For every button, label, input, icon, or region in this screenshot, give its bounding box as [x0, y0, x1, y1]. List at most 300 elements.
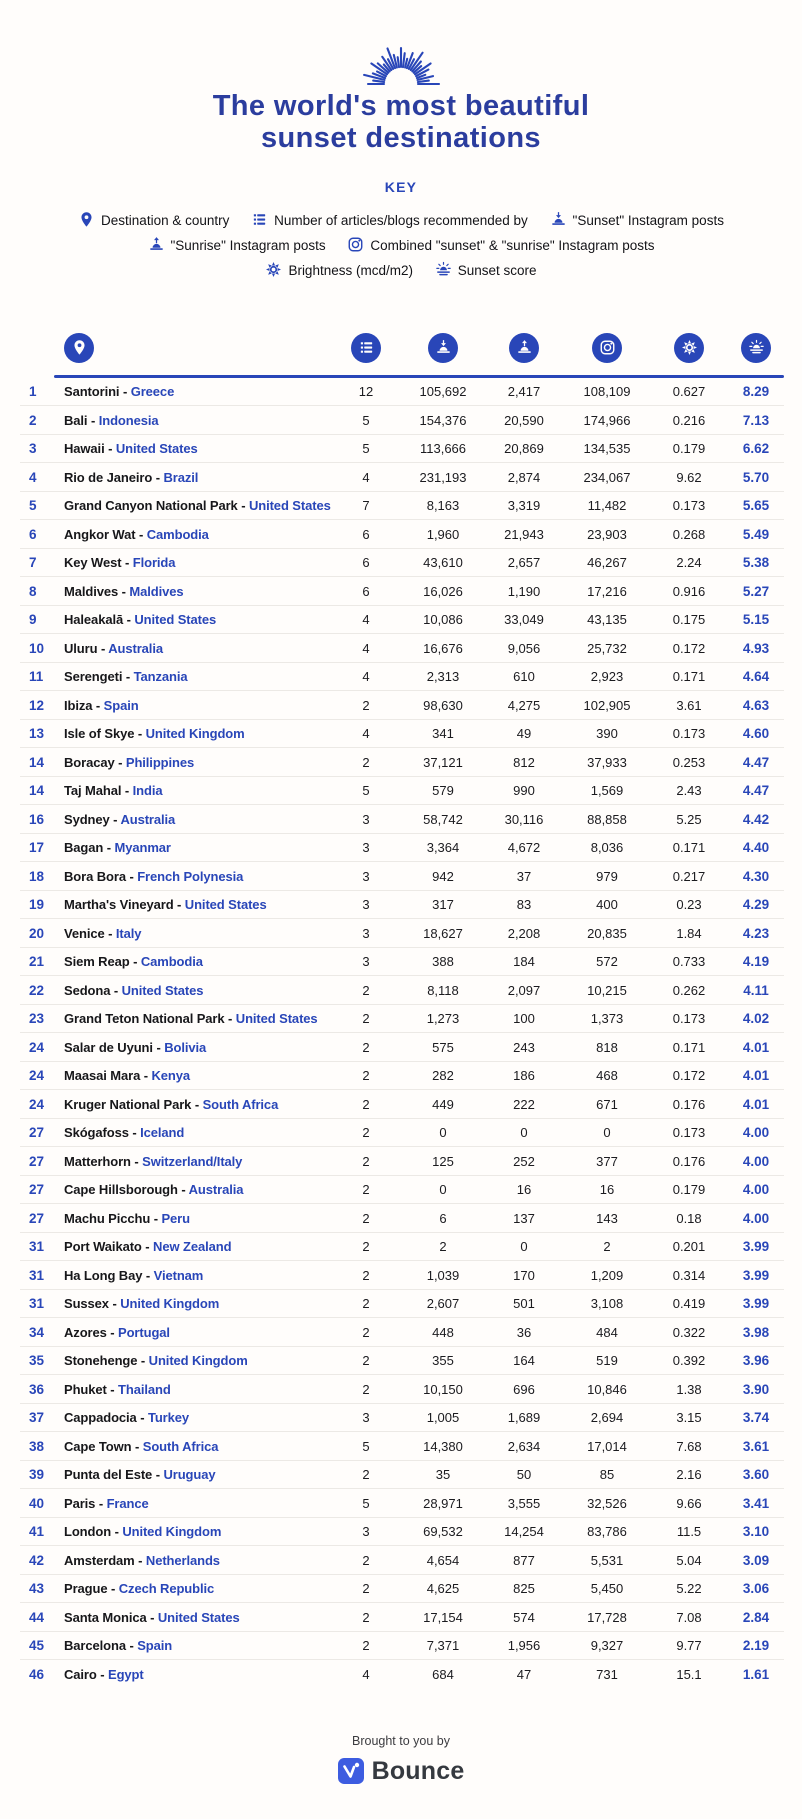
articles-cell: 5 — [362, 412, 370, 428]
destination-cell — [64, 584, 330, 599]
name-country-separator: - — [143, 1068, 148, 1084]
sunset-score-cell: 4.01 — [742, 1039, 770, 1055]
rank-cell: 45 — [29, 1638, 45, 1654]
combined-posts-cell: 174,966 — [583, 412, 631, 428]
destination-country: Maldives — [129, 583, 184, 599]
table-row — [20, 976, 784, 1005]
destination-name: Cappadocia — [64, 1410, 137, 1426]
sunset-posts-column-header — [402, 333, 484, 363]
combined-posts-cell: 377 — [596, 1153, 618, 1169]
articles-cell: 2 — [362, 1353, 370, 1369]
destination-country: Cambodia — [140, 954, 203, 970]
sunset-posts-cell: 1,960 — [426, 526, 460, 542]
rank-cell: 16 — [29, 811, 45, 827]
sunrise-posts-cell: 2,657 — [507, 555, 541, 571]
sunset-posts-icon — [550, 211, 567, 228]
destination-country: Australia — [120, 811, 176, 827]
sunset-posts-cell: 575 — [432, 1039, 454, 1055]
combined-posts-cell: 1,569 — [590, 783, 624, 799]
key-line-3 — [0, 258, 802, 283]
articles-cell: 5 — [362, 441, 370, 457]
table-row — [20, 1090, 784, 1119]
destination-name: Paris — [64, 1495, 96, 1511]
sunrise-posts-cell: 1,689 — [507, 1410, 541, 1426]
sunset-posts-cell: 282 — [432, 1068, 454, 1084]
name-country-separator: - — [126, 612, 131, 628]
sunset-posts-cell: 2,313 — [426, 669, 460, 685]
sunset-score-cell: 3.96 — [742, 1353, 770, 1369]
sunset-posts-cell: 0 — [439, 1182, 447, 1198]
destination-cell — [64, 926, 330, 941]
articles-cell: 2 — [362, 1210, 370, 1226]
sunrise-posts-cell: 243 — [513, 1039, 535, 1055]
sunset-score-cell: 4.00 — [742, 1182, 770, 1198]
sunset-score-cell: 4.60 — [742, 726, 770, 742]
name-country-separator: - — [177, 897, 182, 913]
name-country-separator: - — [156, 1039, 161, 1055]
destination-country: United States — [121, 982, 204, 998]
articles-cell: 2 — [362, 1096, 370, 1112]
destination-name: Taj Mahal — [64, 783, 122, 799]
brightness-icon — [265, 261, 282, 278]
sunset-posts-cell: 1,039 — [426, 1267, 460, 1283]
sunrise-posts-cell: 100 — [513, 1011, 535, 1027]
destination-cell — [64, 1610, 330, 1625]
rank-cell: 14 — [29, 754, 45, 770]
destination-name: Stonehenge — [64, 1353, 138, 1369]
name-country-separator: - — [95, 697, 101, 713]
name-country-separator: - — [108, 441, 113, 457]
sunset-posts-cell: 69,532 — [423, 1524, 463, 1540]
destination-cell — [64, 1524, 330, 1539]
sunburst-logo — [339, 24, 463, 86]
destination-country: Czech Republic — [118, 1581, 215, 1597]
sunset-posts-cell: 35 — [435, 1467, 451, 1483]
name-country-separator: - — [108, 925, 113, 941]
sunset-score-cell: 3.99 — [742, 1239, 770, 1255]
sunset-posts-cell: 43,610 — [423, 555, 463, 571]
articles-cell: 7 — [362, 498, 370, 514]
brightness-cell: 0.171 — [672, 840, 706, 856]
sunset-score-cell: 2.84 — [742, 1609, 770, 1625]
combined-posts-cell: 20,835 — [587, 925, 627, 941]
footer-tagline: Brought to you by — [352, 1733, 450, 1748]
name-country-separator: - — [140, 1410, 145, 1426]
destination-cell — [64, 1581, 330, 1596]
sunset-score-cell: 4.42 — [742, 811, 770, 827]
combined-posts-cell: 10,846 — [587, 1381, 627, 1397]
destination-name: Barcelona — [64, 1638, 126, 1654]
destination-cell — [64, 555, 330, 570]
rank-cell: 3 — [29, 441, 37, 457]
sunset-posts-cell: 449 — [432, 1096, 454, 1112]
destination-name: Haleakalā — [64, 612, 124, 628]
destination-name: Martha's Vineyard — [64, 897, 174, 913]
table-row — [20, 1119, 784, 1148]
sunset-score-cell: 4.63 — [742, 697, 770, 713]
destination-country: India — [132, 783, 163, 799]
destination-name: Grand Teton National Park — [64, 1011, 225, 1027]
brightness-cell: 9.77 — [676, 1638, 702, 1654]
brightness-cell: 0.173 — [672, 498, 706, 514]
articles-cell: 3 — [362, 1410, 370, 1426]
sunrise-posts-cell: 184 — [513, 954, 535, 970]
destination-name: Maldives — [64, 583, 119, 599]
rank-cell: 40 — [29, 1495, 45, 1511]
rank-cell: 39 — [29, 1467, 45, 1483]
brightness-cell: 5.22 — [676, 1581, 702, 1597]
destination-name: Siem Reap — [64, 954, 130, 970]
brightness-cell: 0.217 — [672, 868, 706, 884]
destination-name: Cairo — [64, 1666, 97, 1682]
sunrise-posts-icon — [516, 339, 533, 356]
sunrise-posts-cell: 21,943 — [504, 526, 544, 542]
rank-cell: 36 — [29, 1381, 45, 1397]
articles-cell: 2 — [362, 1068, 370, 1084]
name-country-separator: - — [241, 498, 246, 514]
sunrise-posts-cell: 990 — [513, 783, 535, 799]
destination-cell — [64, 1325, 330, 1340]
combined-posts-cell: 1,373 — [590, 1011, 624, 1027]
combined-posts-cell: 3,108 — [590, 1296, 624, 1312]
destination-cell — [64, 1439, 330, 1454]
rank-cell: 38 — [29, 1438, 45, 1454]
articles-cell: 5 — [362, 1495, 370, 1511]
destination-country: French Polynesia — [137, 868, 244, 884]
name-country-separator: - — [110, 1381, 115, 1397]
rank-cell: 27 — [29, 1125, 45, 1141]
sunrise-posts-column-header — [484, 333, 564, 363]
articles-cell: 3 — [362, 954, 370, 970]
combined-posts-cell: 17,216 — [587, 583, 627, 599]
sunrise-posts-cell: 252 — [513, 1153, 535, 1169]
rank-cell: 46 — [29, 1666, 45, 1682]
sunset-posts-cell: 105,692 — [419, 384, 467, 400]
destination-country: United Kingdom — [120, 1296, 220, 1312]
sunrise-posts-cell: 4,275 — [507, 697, 541, 713]
combined-posts-cell: 2,694 — [590, 1410, 624, 1426]
name-country-separator: - — [135, 1438, 140, 1454]
sunrise-posts-cell: 30,116 — [504, 811, 544, 827]
destination-name: Port Waikato — [64, 1239, 142, 1255]
sunset-posts-cell: 8,163 — [426, 498, 460, 514]
brightness-cell: 1.84 — [676, 925, 702, 941]
key-line-1 — [0, 208, 802, 233]
key-line-2 — [0, 233, 802, 258]
articles-cell: 6 — [362, 526, 370, 542]
table-row — [20, 492, 784, 521]
name-country-separator: - — [137, 726, 143, 742]
sunset-score-cell: 3.06 — [742, 1581, 770, 1597]
sunset-score-cell: 4.93 — [742, 640, 770, 656]
destination-country: South Africa — [142, 1438, 219, 1454]
rank-cell: 42 — [29, 1552, 45, 1568]
brightness-cell: 7.68 — [676, 1438, 702, 1454]
destination-cell — [64, 1239, 330, 1254]
brightness-cell: 0.314 — [672, 1267, 706, 1283]
sunset-score-cell: 3.90 — [742, 1381, 770, 1397]
destination-name: Matterhorn — [64, 1153, 131, 1169]
sunset-score-cell: 4.00 — [742, 1125, 770, 1141]
sunrise-posts-cell: 0 — [520, 1125, 528, 1141]
sunset-score-cell: 3.41 — [742, 1495, 770, 1511]
table-row — [20, 1290, 784, 1319]
sunset-score-cell: 4.29 — [742, 897, 770, 913]
brightness-cell: 0.172 — [672, 640, 706, 656]
sunrise-posts-cell: 825 — [513, 1581, 535, 1597]
sunset-posts-cell: 579 — [432, 783, 454, 799]
brightness-cell: 5.04 — [676, 1552, 702, 1568]
sunrise-posts-cell: 3,555 — [507, 1495, 541, 1511]
sunset-posts-cell: 2,607 — [426, 1296, 460, 1312]
destination-country: United States — [184, 897, 267, 913]
destination-cell — [64, 441, 330, 456]
brightness-cell: 0.268 — [672, 526, 706, 542]
destination-name: Azores — [64, 1324, 107, 1340]
combined-posts-cell: 25,732 — [587, 640, 627, 656]
rank-cell: 35 — [29, 1353, 45, 1369]
rank-cell: 21 — [29, 954, 45, 970]
table-row — [20, 1461, 784, 1490]
brightness-cell: 0.179 — [672, 441, 706, 457]
name-country-separator: - — [145, 1239, 150, 1255]
brightness-cell: 2.43 — [676, 783, 702, 799]
destination-country: United States — [134, 612, 217, 628]
combined-posts-cell: 16 — [599, 1182, 615, 1198]
brightness-cell: 0.171 — [672, 1039, 706, 1055]
brightness-cell: 0.23 — [676, 897, 702, 913]
destination-country: Cambodia — [146, 526, 209, 542]
title-line2: sunset destinations — [261, 122, 541, 155]
brightness-cell: 0.262 — [672, 982, 706, 998]
destination-name: Cape Hillsborough — [64, 1182, 178, 1198]
table-row — [20, 1204, 784, 1233]
combined-posts-cell: 17,728 — [587, 1609, 627, 1625]
key-item-combined-posts — [347, 238, 654, 253]
key-item-label: Number of articles/blogs recommended by — [274, 212, 528, 228]
sunset-posts-cell: 18,627 — [423, 925, 463, 941]
sunset-score-cell: 4.11 — [743, 982, 769, 998]
sunrise-posts-cell: 1,190 — [507, 583, 541, 599]
table-row — [20, 1005, 784, 1034]
sunset-score-cell: 4.64 — [742, 669, 770, 685]
sunset-score-column-header — [728, 333, 784, 363]
combined-posts-cell: 108,109 — [583, 384, 631, 400]
brightness-cell: 0.253 — [672, 754, 706, 770]
combined-posts-cell: 468 — [596, 1068, 618, 1084]
combined-posts-cell: 400 — [596, 897, 618, 913]
sunrise-posts-cell: 0 — [520, 1239, 528, 1255]
name-country-separator: - — [153, 1210, 158, 1226]
name-country-separator: - — [133, 954, 138, 970]
destination-cell — [64, 1353, 330, 1368]
combined-posts-cell: 2,923 — [590, 669, 624, 685]
sunset-posts-cell: 231,193 — [419, 469, 467, 485]
table-row — [20, 1033, 784, 1062]
articles-cell: 3 — [362, 897, 370, 913]
name-country-separator: - — [112, 1296, 117, 1312]
name-country-separator: - — [111, 1581, 116, 1597]
destination-cell — [64, 1553, 330, 1568]
destination-cell — [64, 755, 330, 770]
brightness-cell: 3.61 — [676, 697, 702, 713]
destination-name: Kruger National Park — [64, 1096, 192, 1112]
rank-cell: 1 — [29, 384, 37, 400]
sunrise-posts-cell: 4,672 — [507, 840, 541, 856]
sunrise-posts-cell: 1,956 — [507, 1638, 541, 1654]
destination-country: Australia — [108, 640, 163, 656]
table-row — [20, 919, 784, 948]
combined-posts-cell: 572 — [596, 954, 618, 970]
destination-cell — [64, 783, 330, 798]
rank-cell: 4 — [29, 469, 37, 485]
sunset-posts-cell: 388 — [432, 954, 454, 970]
sunset-posts-cell: 8,118 — [427, 982, 459, 998]
sunset-posts-cell: 6 — [439, 1210, 447, 1226]
key-item-label: Destination & country — [101, 212, 230, 228]
sunrise-posts-cell: 14,254 — [504, 1524, 544, 1540]
sunset-posts-cell: 1,005 — [426, 1410, 460, 1426]
brightness-cell: 0.419 — [672, 1296, 706, 1312]
articles-column-header — [330, 333, 402, 363]
sunrise-posts-cell: 20,869 — [504, 441, 544, 457]
rank-cell: 43 — [29, 1581, 45, 1597]
sunset-posts-cell: 355 — [432, 1353, 454, 1369]
destination-country: Uruguay — [163, 1467, 216, 1483]
destination-country: Peru — [161, 1210, 190, 1226]
destination-cell — [64, 897, 330, 912]
name-country-separator: - — [122, 384, 128, 400]
articles-cell: 2 — [362, 1153, 370, 1169]
brightness-cell: 0.322 — [672, 1324, 706, 1340]
destination-cell — [64, 612, 330, 627]
destination-cell — [64, 1667, 330, 1682]
destination-cell — [64, 527, 330, 542]
masthead — [0, 0, 802, 155]
brightness-cell: 0.176 — [672, 1153, 706, 1169]
sunset-score-cell: 8.29 — [742, 384, 770, 400]
instagram-icon — [599, 339, 616, 356]
brightness-cell: 0.216 — [672, 412, 706, 428]
sunset-posts-icon — [435, 339, 452, 356]
rankings-table — [0, 333, 802, 1688]
destination-name: Hawaii — [64, 441, 105, 457]
name-country-separator: - — [140, 1353, 146, 1369]
brightness-cell: 0.173 — [672, 1011, 706, 1027]
table-row — [20, 748, 784, 777]
destination-cell — [64, 1467, 330, 1482]
pin-icon — [71, 339, 88, 356]
sunset-score-cell: 4.00 — [742, 1153, 770, 1169]
bounce-logo[interactable] — [338, 1757, 465, 1786]
table-row — [20, 834, 784, 863]
destination-name: Cape Town — [64, 1438, 132, 1454]
rank-cell: 6 — [29, 526, 37, 542]
combined-posts-cell: 8,036 — [590, 840, 624, 856]
articles-cell: 5 — [362, 783, 370, 799]
destination-name: Salar de Uyuni — [64, 1039, 153, 1055]
destination-cell — [64, 983, 330, 998]
table-row — [20, 463, 784, 492]
destination-cell — [64, 1182, 330, 1197]
table-row — [20, 1318, 784, 1347]
brightness-cell: 2.24 — [676, 555, 702, 571]
name-country-separator: - — [132, 1125, 137, 1141]
destination-name: Rio de Janeiro — [64, 469, 153, 485]
destination-name: Maasai Mara — [64, 1068, 141, 1084]
rank-cell: 7 — [29, 555, 37, 571]
combined-posts-cell: 83,786 — [587, 1524, 627, 1540]
destination-country: Thailand — [118, 1381, 171, 1397]
destination-country: Bolivia — [164, 1039, 207, 1055]
sunset-posts-cell: 113,666 — [419, 441, 467, 457]
sunset-score-cell: 5.27 — [742, 583, 770, 599]
name-country-separator: - — [138, 1552, 143, 1568]
articles-cell: 12 — [358, 384, 374, 400]
key-item-label: "Sunset" Instagram posts — [572, 212, 724, 228]
destination-cell — [64, 669, 330, 684]
destination-cell — [64, 1068, 330, 1083]
articles-cell: 2 — [362, 982, 370, 998]
brand-name: Bounce — [371, 1756, 465, 1785]
sunset-score-cell: 3.61 — [742, 1438, 770, 1454]
table-row — [20, 378, 784, 407]
table-row — [20, 691, 784, 720]
destination-name: Sussex — [64, 1296, 109, 1312]
combined-posts-cell: 43,135 — [587, 612, 627, 628]
key-heading: KEY — [384, 178, 418, 195]
sunset-posts-cell: 37,121 — [423, 754, 463, 770]
sunset-score-cell: 3.10 — [742, 1524, 770, 1540]
articles-cell: 2 — [362, 1381, 370, 1397]
table-row — [20, 406, 784, 435]
articles-cell: 4 — [362, 726, 370, 742]
articles-cell: 3 — [362, 925, 370, 941]
table-row — [20, 520, 784, 549]
sunset-score-cell: 3.60 — [742, 1467, 770, 1483]
instagram-icon — [347, 236, 364, 253]
sunset-posts-cell: 7,371 — [426, 1638, 460, 1654]
sunset-posts-cell: 125 — [432, 1153, 454, 1169]
sunrise-posts-cell: 83 — [516, 897, 532, 913]
destination-name: Boracay — [64, 754, 115, 770]
sunset-score-cell: 3.09 — [742, 1552, 770, 1568]
destination-name: Bora Bora — [64, 868, 126, 884]
destination-cell — [64, 1125, 330, 1140]
sunrise-posts-cell: 2,634 — [507, 1438, 541, 1454]
rank-cell: 34 — [29, 1324, 45, 1340]
sunset-posts-cell: 28,971 — [423, 1495, 463, 1511]
destination-country: Italy — [115, 925, 142, 941]
combined-posts-cell: 17,014 — [587, 1438, 627, 1454]
rank-cell: 44 — [29, 1609, 45, 1625]
table-row — [20, 1347, 784, 1376]
name-country-separator: - — [129, 868, 134, 884]
sunset-score-cell: 5.15 — [742, 612, 770, 628]
destination-country: United States — [157, 1609, 240, 1625]
sunset-posts-cell: 10,150 — [423, 1381, 463, 1397]
sunset-posts-cell: 317 — [432, 897, 454, 913]
table-row — [20, 606, 784, 635]
combined-posts-cell: 23,903 — [587, 526, 627, 542]
destination-name: Phuket — [64, 1381, 107, 1397]
destination-cell — [64, 1097, 330, 1112]
destination-country: Switzerland/Italy — [142, 1153, 243, 1169]
sunset-posts-cell: 4,654 — [426, 1552, 460, 1568]
sunrise-posts-cell: 610 — [513, 669, 535, 685]
destination-name: Sedona — [64, 982, 111, 998]
destination-name: Sydney — [64, 811, 110, 827]
